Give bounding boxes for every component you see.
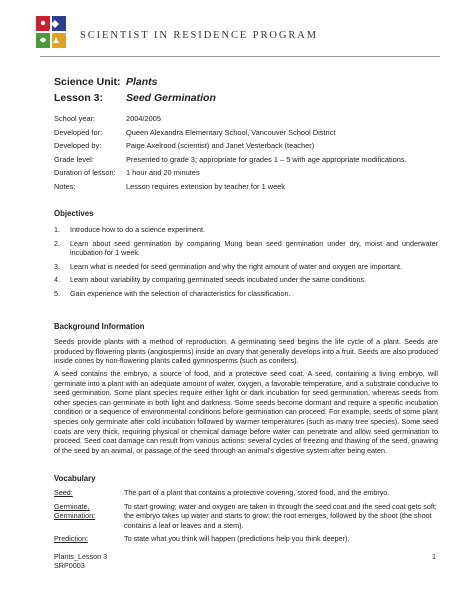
list-item [54, 225, 438, 235]
background-paragraph-1: Seeds provide plants with a method of reproduction. A germinating seed begins the life cycle of a plant. Seeds are produced by flowering plants (angiosperms) inside an ovary that generally develops into a fruit. Seeds are also produced inside cones by non-flowering plants called gymnosperms (such as conifers). [54, 337, 438, 366]
meta-value: Queen Alexandra Elementary School, Vancouver School District [126, 127, 336, 137]
meta-value: 2004/2005 [126, 114, 161, 123]
vocab-term: Prediction: [54, 534, 88, 544]
footer-filename: Plants_Lesson 3 [54, 552, 108, 561]
lesson-row [54, 92, 216, 108]
item-number: 4. [54, 275, 60, 285]
list-item [54, 239, 438, 258]
vocab-entry [54, 488, 438, 498]
meta-key: Grade level: [54, 154, 94, 164]
meta-row [54, 128, 424, 138]
objective-text: Learn about variability by comparing germinated seeds incubated under the same conditions. [70, 275, 367, 285]
objectives-list [54, 225, 438, 303]
vocab-definition: To state what you think will happen (predictions help you think deeper). [124, 534, 350, 544]
meta-value: Paige Axelrood (scientist) and Janet Vesterback (teacher) [126, 141, 315, 151]
item-number: 5. [54, 288, 60, 298]
list-item [54, 275, 438, 285]
meta-row [54, 155, 424, 165]
meta-key: Duration of lesson: [54, 168, 116, 178]
vocab-definition: The part of a plant that contains a protective covering, stored food, and the embryo. [124, 488, 390, 497]
unit-row [54, 76, 216, 92]
page-header [36, 16, 436, 52]
objective-text: Gain experience with the selection of characteristics for classification. [70, 288, 291, 298]
item-number: 2. [54, 238, 60, 248]
unit-label: Science Unit: [54, 76, 121, 88]
meta-value: 1 hour and 20 minutes [126, 168, 200, 178]
vocab-definition: To start growing; water and oxygen are taken in through the seed coat and the seed coat gets soft; the embryo takes up water and starts to grow; the root emerges, followed by the shoot (the shoot contains a leaf or leaves and a stem). [124, 501, 437, 530]
item-number: 3. [54, 261, 60, 271]
meta-row [54, 141, 424, 151]
item-number: 1. [54, 225, 60, 234]
meta-key: Developed by: [54, 141, 102, 151]
meta-key: Developed for: [54, 127, 103, 137]
unit-value: Plants [126, 76, 158, 88]
list-item [54, 289, 438, 299]
meta-row [54, 182, 424, 192]
meta-row [54, 114, 424, 124]
objectives-heading: Objectives [54, 209, 94, 218]
lesson-label: Lesson 3: [54, 92, 104, 104]
meta-value: Lesson requires extension by teacher for 1 week [126, 181, 285, 191]
page-number: 1 [432, 552, 436, 561]
objective-text: Introduce how to do a science experiment. [70, 225, 206, 234]
header-divider [40, 56, 440, 57]
vocab-entry [54, 502, 438, 531]
vocabulary-list [54, 488, 438, 548]
background-heading: Background Information [54, 322, 145, 331]
page-footer [54, 552, 107, 570]
vocab-entry [54, 534, 438, 544]
lesson-metadata [54, 114, 424, 196]
background-paragraph-2: A seed contains the embryo, a source of food, and a protective seed coat. A seed, containing a living embryo, will germinate into a plant with an adequate amount of water, oxygen, a favorable temperature, and a substrate conducive to seed germination. Some plant species require either light or dark incubation for seed germination, whereas seeds from other species can germinate in both light and darkness. Some seeds become dormant and require a specific incubation condition or a sequence of environmental conditions before germination can proceed. For example, seeds of some plant species only germinate after cold incubation followed by warmer temperatures (such as many tree species). Some seed coats are very thick, requiring physical or chemical damage before water can penetrate and allow seed germination to proceed. Seed coat damage can result from various actions: several cycles of freezing and thawing of the seed, gnawing of the seed by an animal, or passage of the seed through an animal's digestive system after being eaten. [54, 369, 438, 455]
footer-code: SRP0003 [54, 561, 85, 570]
vocab-term: Seed: [54, 488, 73, 497]
list-item [54, 262, 438, 272]
program-name: SCIENTIST IN RESIDENCE PROGRAM [80, 30, 318, 41]
objective-text: Learn what is needed for seed germination and why the right amount of water and oxygen are important. [70, 261, 403, 271]
meta-key: School year: [54, 114, 96, 123]
logo-figure-icon [36, 16, 66, 48]
meta-key: Notes: [54, 181, 76, 191]
meta-value: Presented to grade 3; appropriate for grades 1 – 5 with age appropriate modifications. [126, 154, 407, 164]
program-logo [36, 16, 66, 48]
lesson-title-block [54, 76, 216, 108]
objective-text: Learn about seed germination by comparing Mung bean seed germination under dry, moist and underwater incubation for 1 week. [70, 238, 438, 258]
meta-row [54, 168, 424, 178]
vocabulary-heading: Vocabulary [54, 474, 96, 483]
vocab-term: Germinate, Germination: [54, 501, 96, 521]
lesson-value: Seed Germination [126, 92, 216, 104]
